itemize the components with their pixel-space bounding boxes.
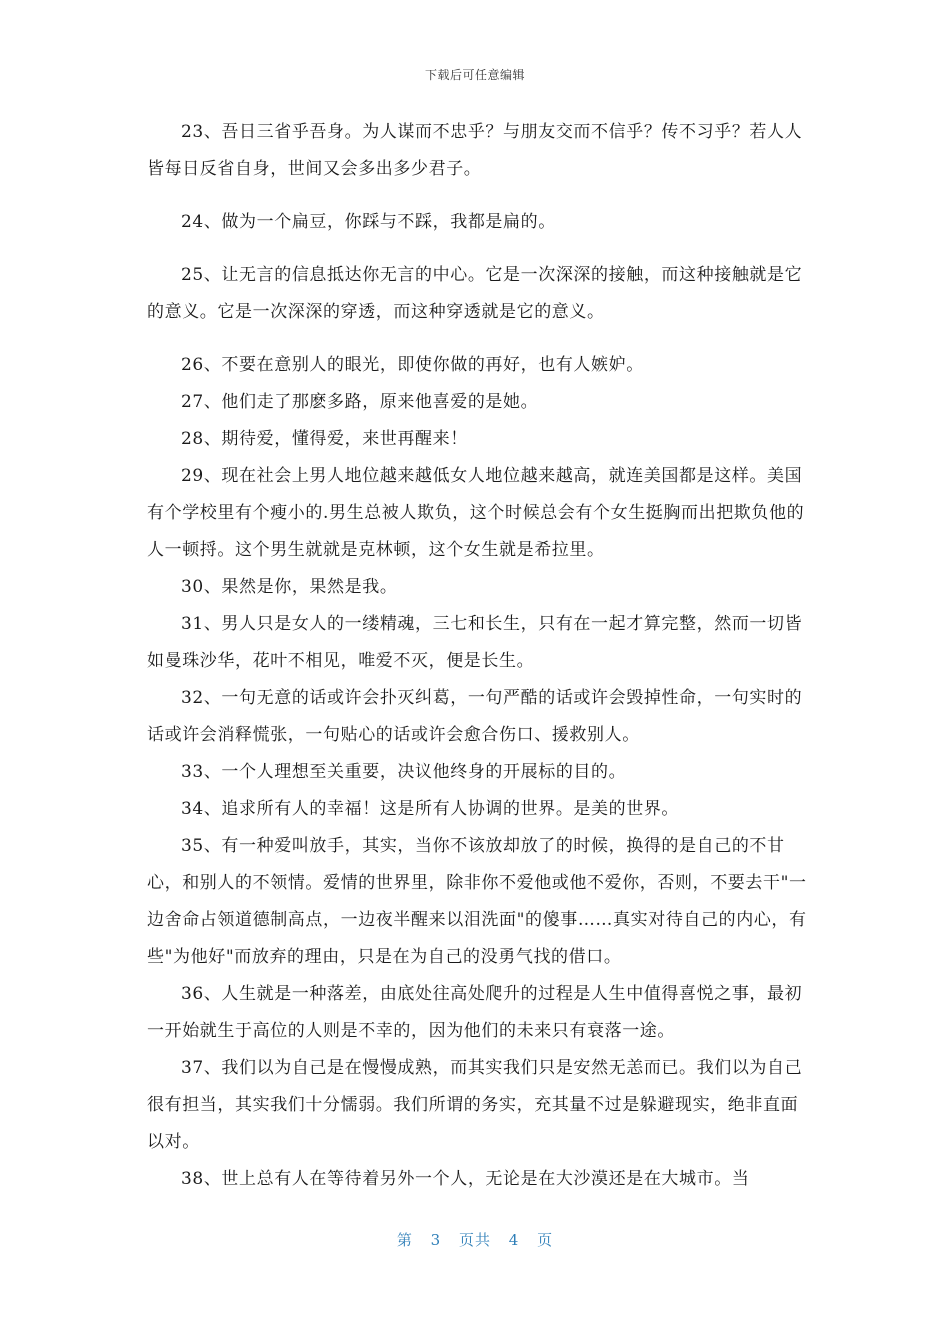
paragraph-26: 26、不要在意别人的眼光，即使你做的再好，也有人嫉妒。 — [181, 355, 644, 375]
paragraph-34: 34、追求所有人的幸福！这是所有人协调的世界。是美的世界。 — [181, 799, 680, 819]
paragraph-38: 38、世上总有人在等待着另外一个人，无论是在大沙漠还是在大城市。当 — [181, 1169, 750, 1189]
paragraph-27: 27、他们走了那麽多路，原来他喜爱的是她。 — [181, 392, 539, 412]
footer-page-suffix: 页 — [537, 1231, 554, 1249]
paragraph-31: 31、男人只是女人的一缕精魂，三七和长生，只有在一起才算完整，然而一切皆如曼珠沙华，花叶不相见，唯爱不灭，便是长生。 — [147, 614, 803, 671]
footer-total-pages: 4 — [508, 1231, 520, 1249]
footer-page-number: 3 — [430, 1231, 442, 1249]
paragraph-33: 33、一个人理想至关重要，决议他终身的开展标的目的。 — [181, 762, 627, 782]
paragraph-23: 23、吾日三省乎吾身。为人谋而不忠乎？与朋友交而不信乎？传不习乎？若人人皆每日反省自身，世间又会多出多少君子。 — [147, 122, 803, 179]
page-footer — [0, 1229, 950, 1250]
paragraph-25: 25、让无言的信息抵达你无言的中心。它是一次深深的接触，而这种接触就是它的意义。它是一次深深的穿透，而这种穿透就是它的意义。 — [147, 265, 803, 322]
paragraph-29: 29、现在社会上男人地位越来越低女人地位越来越高，就连美国都是这样。美国有个学校里有个瘦小的.男生总被人欺负，这个时候总会有个女生挺胸而出把欺负他的人一顿捋。这个男生就就是克林顿，这个女生就是希拉里。 — [147, 466, 805, 560]
paragraph-30: 30、果然是你，果然是我。 — [181, 577, 398, 597]
document-body — [147, 114, 807, 1198]
page-header-note: 下载后可任意编辑 — [424, 68, 525, 82]
paragraph-36: 36、人生就是一种落差，由底处往高处爬升的过程是人生中值得喜悦之事，最初一开始就生于高位的人则是不幸的，因为他们的未来只有衰落一途。 — [147, 984, 803, 1041]
footer-page-word: 第 — [396, 1231, 413, 1249]
paragraph-32: 32、一句无意的话或许会扑灭纠葛，一句严酷的话或许会毁掉性命，一句实时的话或许会消释慌张，一句贴心的话或许会愈合伤口、援救别人。 — [147, 688, 803, 745]
paragraph-37: 37、我们以为自己是在慢慢成熟，而其实我们只是安然无恙而已。我们以为自己很有担当，其实我们十分懦弱。我们所谓的务实，充其量不过是躲避现实，绝非直面以对。 — [147, 1058, 803, 1152]
paragraph-24: 24、做为一个扁豆，你踩与不踩，我都是扁的。 — [181, 212, 556, 232]
paragraph-28: 28、期待爱，懂得爱，来世再醒来！ — [181, 429, 468, 449]
footer-of-word: 页共 — [458, 1231, 491, 1249]
paragraph-35: 35、有一种爱叫放手，其实，当你不该放却放了的时候，换得的是自己的不甘心，和别人的不领情。爱情的世界里，除非你不爱他或他不爱你，否则，不要去干"一边舍命占领道德制高点，一边夜半醒来以泪洗面"的傻事……真实对待自己的内心，有些"为他好"而放弃的理由，只是在为自己的没勇气找的借口。 — [147, 836, 807, 967]
